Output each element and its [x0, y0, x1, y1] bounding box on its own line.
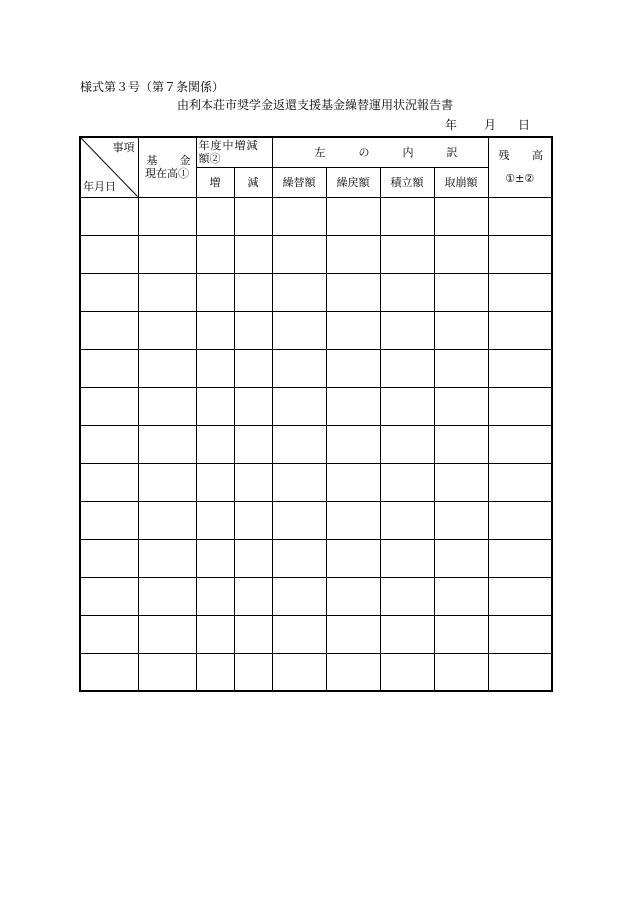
table-cell	[380, 311, 434, 349]
table-cell	[326, 349, 380, 387]
table-cell	[234, 577, 272, 615]
table-cell	[196, 653, 234, 691]
table-cell	[272, 539, 326, 577]
table-cell	[488, 463, 552, 501]
table-cell	[138, 425, 196, 463]
table-row	[80, 615, 552, 653]
fund-balance-header	[138, 137, 196, 197]
table-cell	[138, 615, 196, 653]
table-cell	[138, 577, 196, 615]
date-month-label: 月	[484, 118, 497, 132]
table-cell	[138, 501, 196, 539]
table-cell	[234, 349, 272, 387]
table-cell	[138, 463, 196, 501]
balance-header-char-2: 高	[532, 149, 543, 163]
table-cell	[488, 235, 552, 273]
table-cell	[272, 235, 326, 273]
withdrawal-amount-header: 取崩額	[434, 167, 488, 197]
return-amount-header: 繰戻額	[326, 167, 380, 197]
table-cell	[488, 311, 552, 349]
table-cell	[272, 653, 326, 691]
increase-header: 増	[196, 167, 234, 197]
table-cell	[196, 539, 234, 577]
table-cell	[488, 501, 552, 539]
table-cell	[196, 463, 234, 501]
table-cell	[80, 235, 138, 273]
table-cell	[196, 615, 234, 653]
table-cell	[234, 311, 272, 349]
ledger-table	[79, 136, 553, 692]
fund-header-current: 現在高①	[145, 167, 189, 181]
table-cell	[434, 653, 488, 691]
table-cell	[272, 425, 326, 463]
table-cell	[138, 311, 196, 349]
table-cell	[138, 197, 196, 235]
table-cell	[488, 539, 552, 577]
table-cell	[80, 615, 138, 653]
table-cell	[80, 197, 138, 235]
annual-change-line-1: 年度中増減	[198, 139, 259, 152]
table-cell	[434, 463, 488, 501]
table-cell	[326, 235, 380, 273]
table-row	[80, 235, 552, 273]
table-cell	[434, 387, 488, 425]
table-row	[80, 653, 552, 691]
table-row	[80, 463, 552, 501]
table-cell	[196, 577, 234, 615]
reserve-amount-header: 積立額	[380, 167, 434, 197]
table-cell	[80, 577, 138, 615]
diagonal-header-cell	[80, 137, 138, 197]
table-cell	[234, 501, 272, 539]
table-cell	[138, 349, 196, 387]
table-cell	[434, 197, 488, 235]
table-cell	[234, 653, 272, 691]
date-year-label: 年	[445, 118, 458, 132]
table-cell	[380, 387, 434, 425]
balance-header-char-1: 残	[498, 149, 510, 163]
table-cell	[80, 273, 138, 311]
decrease-header: 減	[234, 167, 272, 197]
table-cell	[272, 615, 326, 653]
table-cell	[138, 273, 196, 311]
item-header-label: 事項	[112, 141, 135, 154]
table-cell	[434, 311, 488, 349]
table-cell	[80, 463, 138, 501]
table-cell	[196, 273, 234, 311]
table-cell	[488, 387, 552, 425]
table-cell	[488, 197, 552, 235]
table-cell	[326, 311, 380, 349]
table-cell	[326, 653, 380, 691]
table-cell	[326, 273, 380, 311]
table-cell	[272, 273, 326, 311]
table-cell	[234, 615, 272, 653]
table-cell	[234, 273, 272, 311]
table-cell	[434, 425, 488, 463]
table-cell	[326, 387, 380, 425]
balance-header	[488, 137, 552, 197]
table-cell	[196, 501, 234, 539]
table-cell	[80, 653, 138, 691]
table-row	[80, 577, 552, 615]
table-cell	[196, 235, 234, 273]
table-cell	[488, 615, 552, 653]
table-cell	[234, 235, 272, 273]
table-cell	[326, 425, 380, 463]
table-cell	[138, 235, 196, 273]
breakdown-char: の	[358, 145, 370, 159]
table-cell	[380, 197, 434, 235]
table-cell	[234, 387, 272, 425]
annual-change-line-2: 額②	[198, 152, 221, 165]
table-cell	[138, 653, 196, 691]
table-cell	[234, 197, 272, 235]
table-cell	[434, 273, 488, 311]
table-cell	[434, 539, 488, 577]
table-cell	[326, 463, 380, 501]
form-number: 様式第３号（第７条関係）	[80, 80, 225, 94]
table-cell	[434, 501, 488, 539]
table-cell	[380, 463, 434, 501]
table-cell	[196, 425, 234, 463]
form-title: 由利本荘市奨学金返還支援基金繰替運用状況報告書	[176, 98, 453, 112]
table-cell	[196, 387, 234, 425]
annual-change-header	[196, 137, 272, 167]
table-cell	[488, 653, 552, 691]
table-cell	[380, 273, 434, 311]
table-row	[80, 311, 552, 349]
table-cell	[80, 501, 138, 539]
table-cell	[380, 615, 434, 653]
table-cell	[380, 653, 434, 691]
table-cell	[326, 615, 380, 653]
table-cell	[80, 425, 138, 463]
table-row	[80, 387, 552, 425]
table-cell	[80, 311, 138, 349]
table-cell	[488, 273, 552, 311]
table-cell	[196, 349, 234, 387]
table-cell	[196, 197, 234, 235]
table-cell	[80, 349, 138, 387]
table-cell	[380, 577, 434, 615]
table-cell	[272, 197, 326, 235]
table-cell	[488, 349, 552, 387]
table-cell	[234, 463, 272, 501]
table-cell	[326, 577, 380, 615]
table-cell	[196, 311, 234, 349]
table-cell	[272, 501, 326, 539]
table-cell	[380, 349, 434, 387]
table-cell	[434, 577, 488, 615]
table-cell	[380, 235, 434, 273]
table-row	[80, 539, 552, 577]
table-row	[80, 349, 552, 387]
table-cell	[272, 577, 326, 615]
table-cell	[380, 539, 434, 577]
table-cell	[138, 387, 196, 425]
table-cell	[272, 349, 326, 387]
table-cell	[326, 501, 380, 539]
table-row	[80, 501, 552, 539]
table-cell	[234, 539, 272, 577]
breakdown-header	[272, 137, 488, 167]
table-cell	[380, 425, 434, 463]
table-cell	[434, 349, 488, 387]
table-cell	[234, 425, 272, 463]
fund-header-char-1: 基	[146, 154, 158, 168]
table-cell	[434, 615, 488, 653]
table-cell	[80, 387, 138, 425]
breakdown-char: 訳	[446, 145, 458, 159]
table-cell	[488, 425, 552, 463]
table-cell	[138, 539, 196, 577]
table-cell	[272, 311, 326, 349]
table-cell	[326, 197, 380, 235]
table-cell	[272, 387, 326, 425]
date-day-label: 日	[518, 118, 531, 132]
breakdown-char: 内	[402, 145, 414, 159]
table-cell	[434, 235, 488, 273]
table-cell	[326, 539, 380, 577]
table-row	[80, 197, 552, 235]
table-cell	[80, 539, 138, 577]
table-row	[80, 273, 552, 311]
table-cell	[272, 463, 326, 501]
date-header-label: 年月日	[83, 179, 116, 193]
table-row	[80, 425, 552, 463]
table-cell	[380, 501, 434, 539]
transfer-amount-header: 繰替額	[272, 167, 326, 197]
fund-header-char-2: 金	[179, 154, 191, 168]
breakdown-char: 左	[314, 145, 326, 159]
table-cell	[488, 577, 552, 615]
balance-formula: ①±②	[505, 172, 535, 186]
